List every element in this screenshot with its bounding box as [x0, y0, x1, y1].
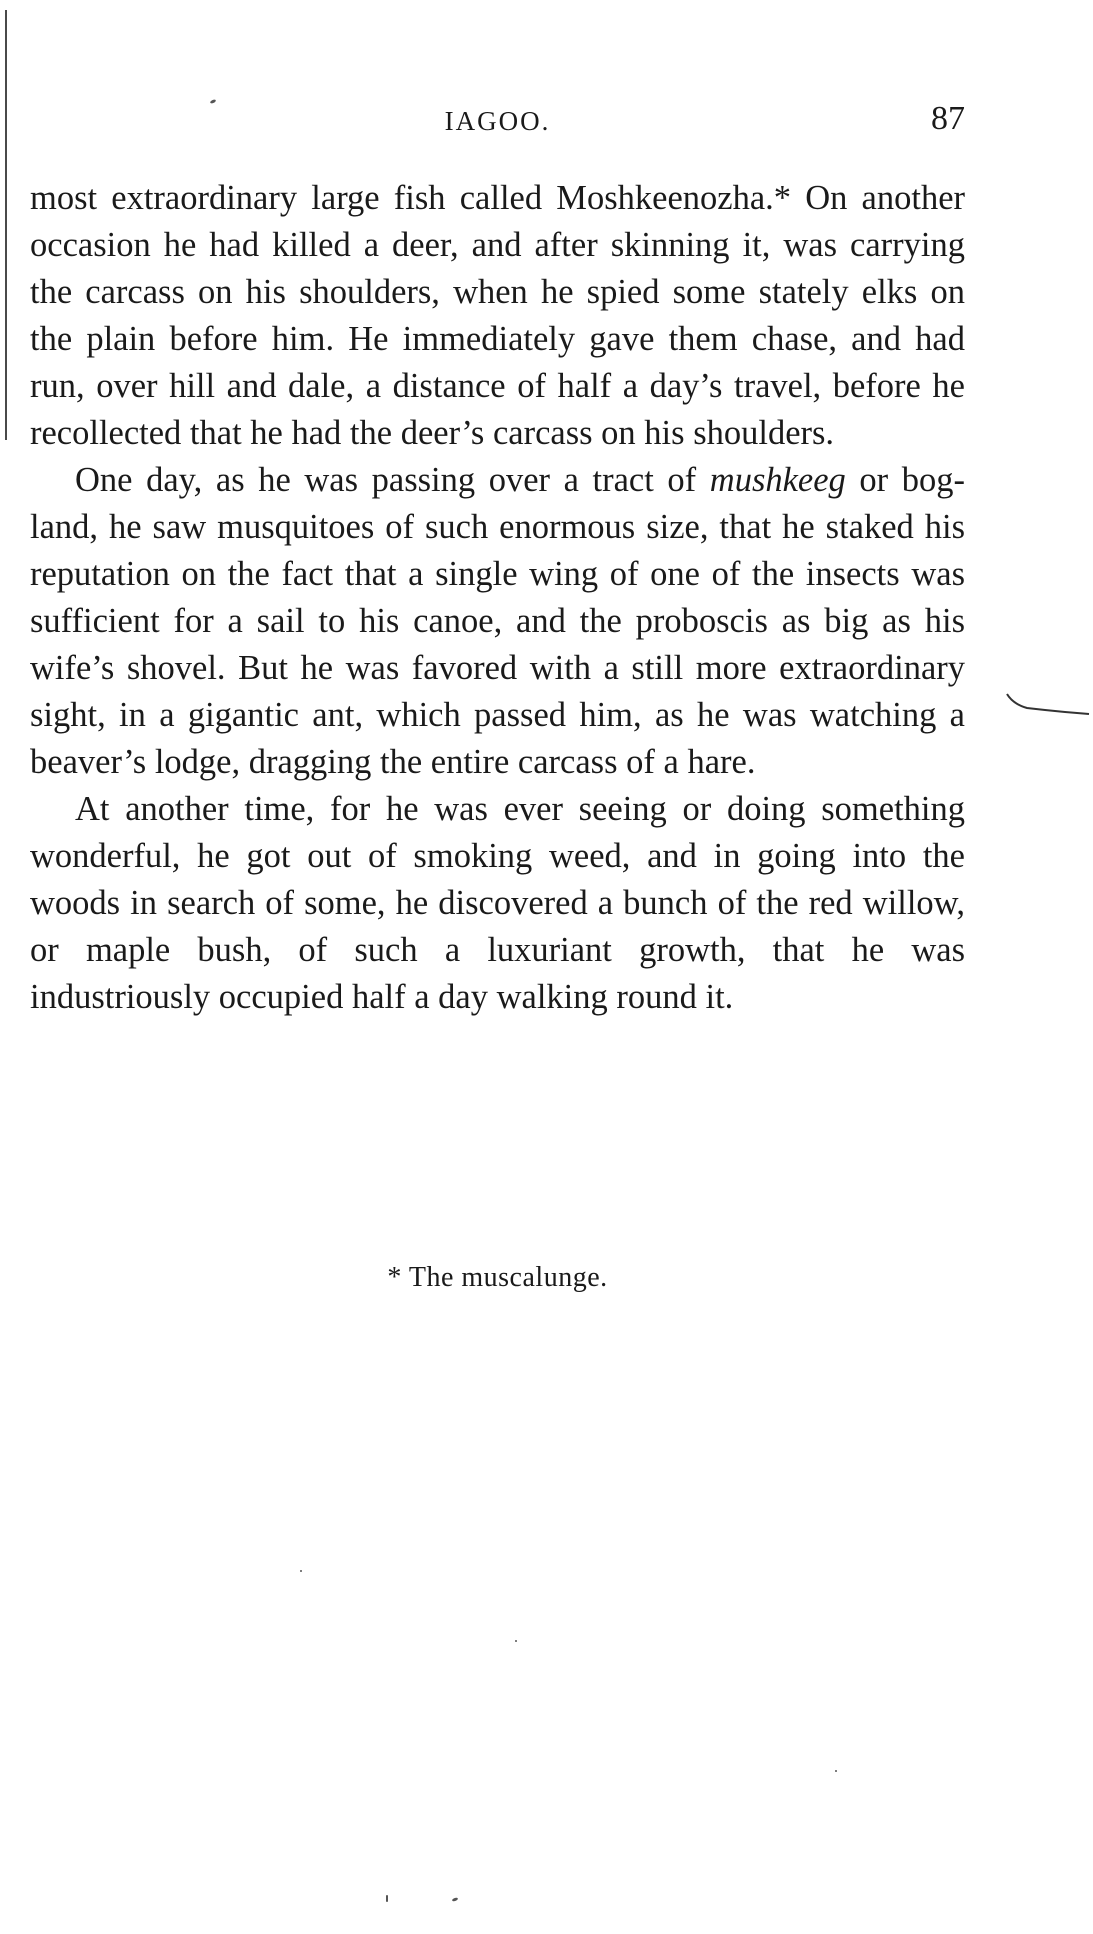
paragraph-2-text-end: or bog-land, he saw musquitoes of such enormous size, that he staked his reputation on the fact that a single wing of one of the insects was sufficient for a sail to his canoe, and the proboscis as big as his wife’s shovel. But he was favored with a still more extraordinary sight, in a gigantic ant, which passed him, as he was watching a beaver’s lodge, dragging the entire carcass of a hare.: [30, 461, 965, 781]
paragraph-3-text: At another time, for he was ever seeing or doing something wonderful, he got out of smoking weed, and in going into the woods in search of some, he discovered a bunch of the red willow, or maple bush, of such a luxuriant growth, that he was industriously occupied half a day walking round it.: [30, 790, 965, 1016]
paragraph-2-italic-term: mushkeeg: [709, 461, 846, 499]
paragraph-1: [30, 175, 965, 457]
paragraph-2-text-start: One day, as he was passing over a tract of: [75, 461, 710, 499]
binding-edge-line: [5, 10, 7, 440]
body-text: [30, 175, 965, 1021]
page-number: 87: [931, 100, 965, 137]
margin-pencil-mark: [1005, 690, 1090, 730]
running-head: [30, 100, 965, 140]
speck-mark: [386, 1895, 388, 1902]
speck-mark: [835, 1770, 837, 1772]
speck-mark: [515, 1640, 517, 1642]
speck-mark: [300, 1570, 302, 1572]
paragraph-3: [30, 786, 965, 1021]
speck-mark: [452, 1897, 459, 1902]
running-title: IAGOO.: [444, 106, 551, 136]
footnote: * The muscalunge.: [387, 1262, 608, 1293]
paragraph-2: [30, 457, 965, 786]
paragraph-1-text: most extraordinary large fish called Moshkeenozha.* On another occasion he had killed a deer, and after skinning it, was carrying the carcass on his shoulders, when he spied some stately elks on the plain before him. He immediately gave them chase, and had run, over hill and dale, a distance of half a day’s travel, before he recollected that he had the deer’s carcass on his shoulders.: [30, 179, 965, 452]
